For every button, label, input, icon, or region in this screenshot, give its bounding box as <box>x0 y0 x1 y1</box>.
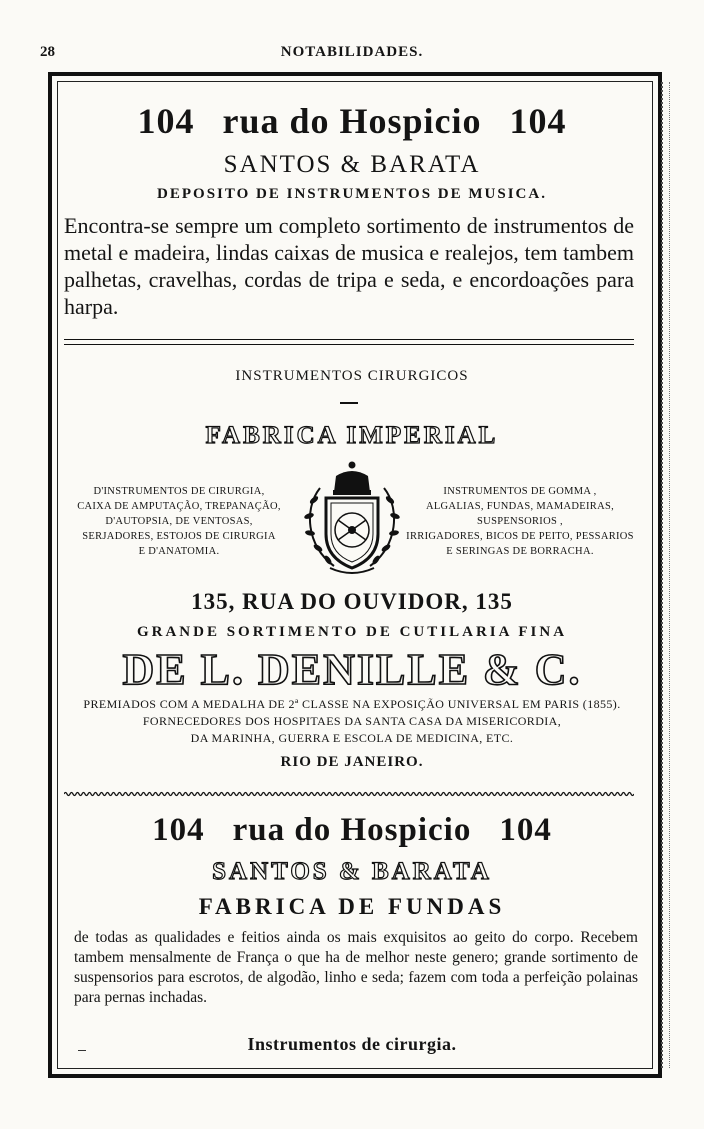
ad2-right-column <box>404 484 636 559</box>
ad2-address: 135, RUA DO OUVIDOR, 135 <box>191 589 513 614</box>
ad1-firm-name: SANTOS & BARATA <box>223 151 481 178</box>
ad2-right-line: E SERINGAS DE BORRACHA. <box>446 546 594 557</box>
ad2-left-line: D'INSTRUMENTOS DE CIRURGIA, <box>93 486 265 497</box>
ad2-right-line: ALGALIAS, FUNDAS, MAMADEIRAS, <box>425 501 615 512</box>
ad3-number-left: 104 <box>152 812 205 848</box>
ad3-department: FABRICA DE FUNDAS <box>198 894 506 919</box>
ad2-left-line: CAIXA DE AMPUTAÇÃO, TREPANAÇÃO, <box>77 501 281 512</box>
ad2-left-column <box>62 484 296 559</box>
ad3-footer: Instrumentos de cirurgia. <box>247 1034 457 1054</box>
ad2-right-line: INSTRUMENTOS DE GOMMA , <box>443 486 597 497</box>
ad2-right-line: SUSPENSORIOS , <box>477 516 563 527</box>
ad1-number-left: 104 <box>137 101 195 141</box>
running-head <box>0 44 704 68</box>
frame-decorative-edge <box>661 82 670 1068</box>
ad2-company-name: DE L. DENILLE & C. <box>122 645 582 694</box>
ad2-city: RIO DE JANEIRO. <box>280 754 424 770</box>
ad1-department: DEPOSITO DE INSTRUMENTOS DE MUSICA. <box>157 186 547 202</box>
ad2-left-line: E D'ANATOMIA. <box>138 546 220 557</box>
ad2-right-line: IRRIGADORES, BICOS DE PEITO, PESSARIOS <box>406 531 634 542</box>
ad1-body-text: Encontra-se sempre um completo sortimento de instrumentos de metal e madeira, lindas caixas de musica e realejos, tem tambem palhetas, cravelhas, cordas de tripa e seda, e encordoações para harpa. <box>64 213 634 319</box>
ad2-fabrica-imperial: FABRICA IMPERIAL <box>205 422 499 449</box>
imperial-crest-icon <box>300 458 404 580</box>
ad2-left-line: SERJADORES, ESTOJOS DE CIRURGIA <box>82 531 276 542</box>
ad2-awards <box>0 696 704 747</box>
ad2-cutlery-line: GRANDE SORTIMENTO DE CUTILARIA FINA <box>136 624 568 640</box>
ad2-title: INSTRUMENTOS CIRURGICOS <box>235 368 469 384</box>
ad3-heading <box>0 812 704 849</box>
ad3-body-text: de todas as qualidades e feitios ainda os mais exquisitos ao geito do corpo. Recebem tambem mensalmente de França o que ha de melhor neste genero; grande sortimento de suspensorios para escrotos, de algodão, linho e seda; fazem com toda a perfeição polainas para pernas inchadas. <box>74 929 638 1006</box>
ad2-award-line: PREMIADOS COM A MEDALHA DE 2ª CLASSE NA EXPOSIÇÃO UNIVERSAL EM PARIS (1855). <box>83 697 621 711</box>
wavy-rule-divider <box>64 790 634 798</box>
ad3-firm-name: SANTOS & BARATA <box>212 858 492 885</box>
short-dash-divider <box>340 402 358 404</box>
ad3-number-right: 104 <box>499 812 552 848</box>
ad1-street: rua do Hospicio <box>222 101 482 141</box>
double-rule-divider <box>64 339 634 345</box>
ad2-award-line: FORNECEDORES DOS HOSPITAES DA SANTA CASA DA MISERICORDIA, <box>142 714 562 728</box>
ad2-left-line: D'AUTOPSIA, DE VENTOSAS, <box>105 516 253 527</box>
running-title: NOTABILIDADES. <box>280 44 424 60</box>
ad2-award-line: DA MARINHA, GUERRA E ESCOLA DE MEDICINA, ETC. <box>190 731 514 745</box>
ad1-number-right: 104 <box>509 101 567 141</box>
ad1-heading <box>0 100 704 142</box>
ad3-street: rua do Hospicio <box>232 812 472 848</box>
page-number: 28 <box>40 44 55 60</box>
